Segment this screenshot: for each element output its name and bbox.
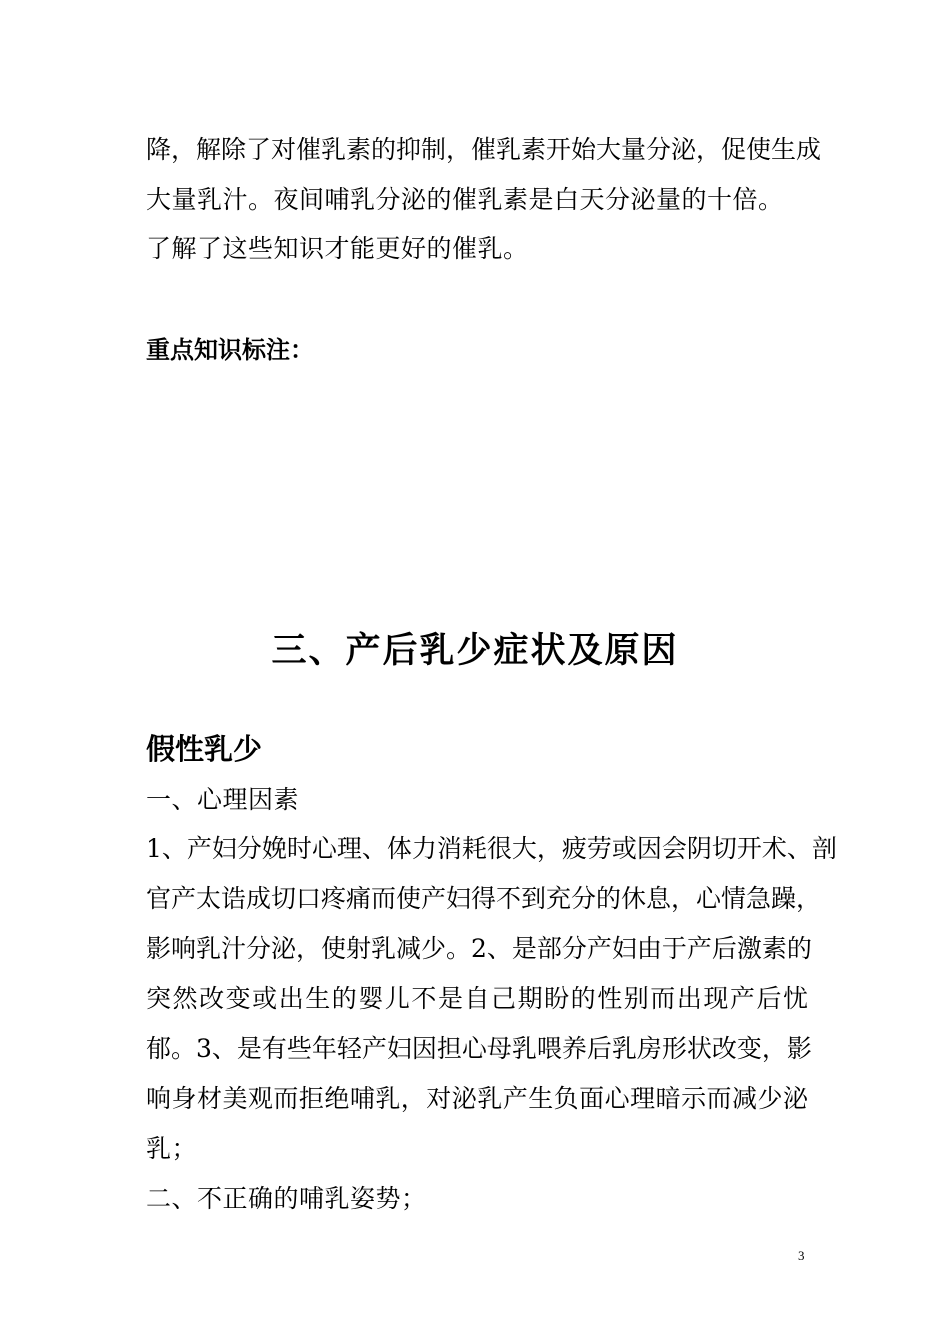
body-line-9: 二、不正确的哺乳姿势；	[146, 1184, 427, 1213]
intro-line-1: 降，解除了对催乳素的抑制，催乳素开始大量分泌，促使生成	[146, 135, 822, 164]
body-line-1: 一、心理因素	[146, 785, 300, 814]
body-line-7: 响身材美观而拒绝哺乳，对泌乳产生负面心理暗示而减少泌	[146, 1084, 808, 1113]
sub-heading: 假性乳少	[146, 732, 263, 766]
body-line-6: 郁。3、是有些年轻产妇因担心母乳喂养后乳房形状改变，影	[146, 1034, 812, 1063]
body-line-2: 1、产妇分娩时心理、体力消耗很大，疲劳或因会阴切开术、剖	[146, 834, 837, 863]
body-line-8: 乳；	[146, 1134, 198, 1163]
key-note-label: 重点知识标注：	[146, 335, 314, 364]
intro-line-3: 了解了这些知识才能更好的催乳。	[146, 234, 529, 263]
body-line-3: 官产太诰成切口疼痛而使产妇得不到充分的休息，心情急躁，	[146, 884, 822, 913]
body-line-4: 影响乳汁分泌，使射乳减少。2、是部分产妇由于产后激素的	[146, 934, 812, 963]
body-line-5: 突然改变或出生的婴儿不是自己期盼的性别而出现产后忧	[146, 984, 808, 1013]
section-title: 三、产后乳少症状及原因	[271, 630, 679, 671]
intro-line-2: 大量乳汁。夜间哺乳分泌的催乳素是白天分泌量的十倍。	[146, 185, 784, 214]
page-number: 3	[798, 1248, 805, 1263]
